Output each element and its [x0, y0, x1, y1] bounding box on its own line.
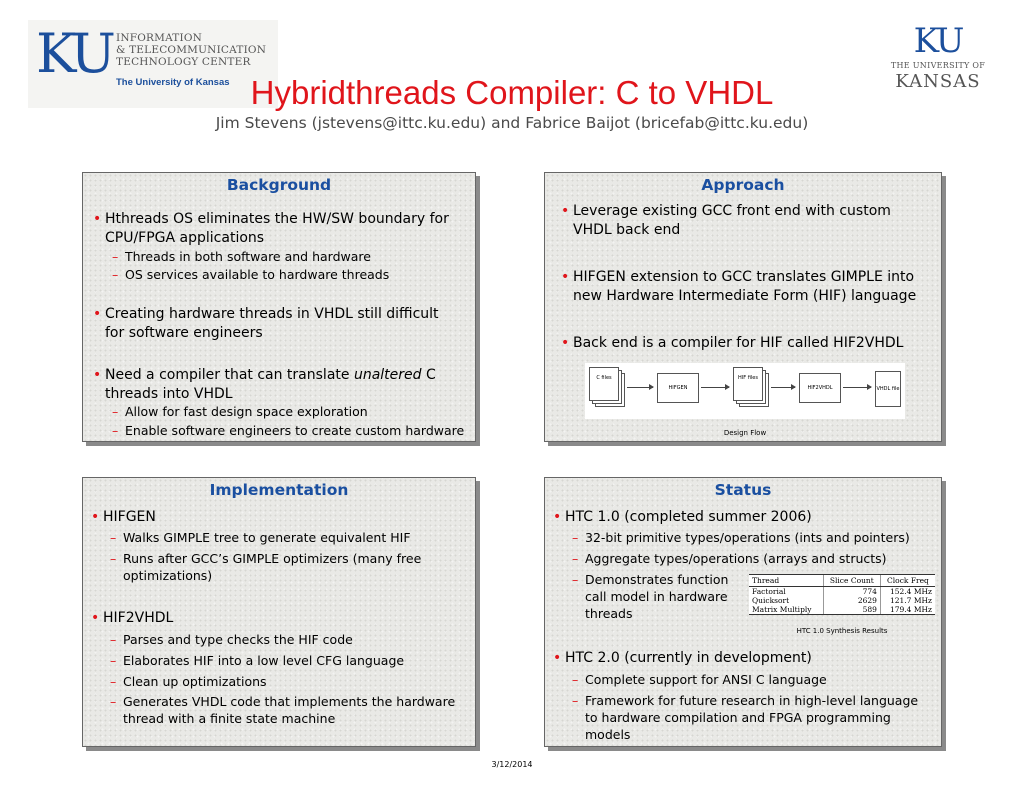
poster-authors: Jim Stevens (jstevens@ittc.ku.edu) and Fabrice Baijot (bricefab@ittc.ku.edu): [215, 114, 809, 132]
status-title: Status: [714, 481, 772, 499]
bullet-icon: •: [93, 367, 102, 383]
bullet-icon: •: [561, 335, 570, 351]
bullet: • Hthreads OS eliminates the HW/SW boundary for CPU/FPGA applications: [93, 211, 449, 246]
bullet: • Back end is a compiler for HIF called HIF2VHDL: [561, 335, 904, 351]
table-row: [749, 605, 935, 615]
sub-bullet: – Runs after GCC’s GIMPLE optimizers (many free optimizations): [110, 551, 422, 583]
dash-icon: –: [572, 572, 579, 587]
dash-icon: –: [112, 404, 119, 419]
table-cell: Quicksort: [752, 596, 790, 605]
sub-bullet: – Walks GIMPLE tree to generate equivalent HIF: [110, 530, 411, 545]
bullet-icon: •: [561, 203, 570, 219]
flow-arrow: [627, 387, 653, 388]
sub-bullet: – Parses and type checks the HIF code: [110, 632, 353, 647]
hif-files-box: HIF files: [733, 367, 763, 401]
implementation-panel: [82, 477, 476, 747]
dash-icon: –: [110, 551, 117, 566]
bullet: • HTC 2.0 (currently in development): [553, 650, 812, 666]
dash-icon: –: [110, 530, 117, 545]
flow-arrow: [771, 387, 795, 388]
design-flow-diagram: [585, 363, 905, 419]
table-cell: 774: [823, 587, 880, 597]
poster-title: Hybridthreads Compiler: C to VHDL: [250, 74, 774, 111]
bullet-icon: •: [561, 269, 570, 285]
design-flow-caption: Design Flow: [723, 429, 767, 437]
table-cell: 121.7 MHz: [880, 596, 935, 605]
sub-bullet: – OS services available to hardware threads: [112, 267, 390, 282]
dash-icon: –: [572, 530, 579, 545]
sub-bullet: – Threads in both software and hardware: [112, 249, 371, 264]
flow-arrow: [843, 387, 871, 388]
ku-logo-mark: KU: [36, 22, 112, 85]
dash-icon: –: [110, 653, 117, 668]
dash-icon: –: [112, 267, 119, 282]
bullet-icon: •: [91, 610, 100, 626]
bullet: • HIFGEN extension to GCC translates GIMPLE into new Hardware Intermediate Form (HIF) language: [561, 269, 917, 304]
sub-bullet: – 32-bit primitive types/operations (ints and pointers): [572, 530, 910, 545]
synthesis-table-caption: HTC 1.0 Synthesis Results: [796, 627, 888, 635]
ittc-name: INFORMATION & TELECOMMUNICATION TECHNOLOGY CENTER: [116, 32, 267, 68]
table-cell: 152.4 MHz: [880, 587, 935, 597]
bullet: • Need a compiler that can translate unaltered C threads into VHDL: [93, 367, 436, 402]
bullet: • HTC 1.0 (completed summer 2006): [553, 509, 812, 525]
bullet-icon: •: [553, 509, 562, 525]
dash-icon: –: [572, 672, 579, 687]
synthesis-results-table: [749, 574, 935, 615]
vhdl-file-box: VHDL file: [875, 371, 901, 407]
background-title: Background: [226, 176, 332, 194]
sub-bullet: – Aggregate types/operations (arrays and structs): [572, 551, 887, 566]
sub-bullet: – Enable software engineers to create custom hardware: [112, 423, 465, 438]
footer-date: 3/12/2014: [491, 760, 533, 769]
hif2vhdl-box: HIF2VHDL: [799, 373, 841, 403]
ku-logo-line2: KANSAS: [895, 71, 981, 92]
table-header: Clock Freq: [880, 575, 935, 587]
dash-icon: –: [110, 632, 117, 647]
ittc-university: The University of Kansas: [116, 77, 230, 88]
table-header: Thread: [749, 575, 823, 587]
table-cell: Factorial: [752, 587, 786, 596]
table-row: [749, 587, 935, 597]
dash-icon: –: [572, 693, 579, 708]
approach-title: Approach: [701, 176, 785, 194]
bullet-icon: •: [91, 509, 100, 525]
table-header: Slice Count: [823, 575, 880, 587]
bullet-icon: •: [93, 211, 102, 227]
bullet: • HIF2VHDL: [91, 610, 174, 626]
background-panel: [82, 172, 476, 442]
bullet: • Leverage existing GCC front end with custom VHDL back end: [561, 203, 891, 238]
dash-icon: –: [110, 674, 117, 689]
c-files-box: C files: [589, 367, 619, 401]
dash-icon: –: [112, 423, 119, 438]
sub-bullet: – Demonstrates function call model in hardware threads: [572, 572, 729, 621]
status-panel: [544, 477, 942, 747]
ku-logo-line1: THE UNIVERSITY OF: [890, 61, 986, 70]
hifgen-box: HIFGEN: [657, 373, 699, 403]
sub-bullet: – Generates VHDL code that implements the hardware thread with a finite state machine: [110, 694, 456, 726]
table-row: [749, 596, 935, 605]
sub-bullet: – Complete support for ANSI C language: [572, 672, 827, 687]
table-cell: 2629: [823, 596, 880, 605]
sub-bullet: – Framework for future research in high-level language to hardware compilation and FPGA programming models: [572, 693, 919, 742]
ku-logo-right-mark: KU: [913, 21, 963, 61]
table-cell: Matrix Multiply: [749, 605, 823, 615]
table-cell: 589: [823, 605, 880, 615]
bullet: • Creating hardware threads in VHDL still difficult for software engineers: [93, 306, 439, 341]
dash-icon: –: [572, 551, 579, 566]
sub-bullet: – Clean up optimizations: [110, 674, 267, 689]
table-header-row: [749, 575, 935, 587]
bullet: • HIFGEN: [91, 509, 156, 525]
sub-bullet: – Allow for fast design space exploration: [112, 404, 368, 419]
bullet-icon: •: [93, 306, 102, 322]
dash-icon: –: [110, 694, 117, 709]
sub-bullet: – Elaborates HIF into a low level CFG language: [110, 653, 405, 668]
bullet-icon: •: [553, 650, 562, 666]
dash-icon: –: [112, 249, 119, 264]
approach-panel: [544, 172, 942, 442]
implementation-title: Implementation: [209, 481, 349, 499]
flow-arrow: [701, 387, 729, 388]
table-cell: 179.4 MHz: [880, 605, 935, 615]
